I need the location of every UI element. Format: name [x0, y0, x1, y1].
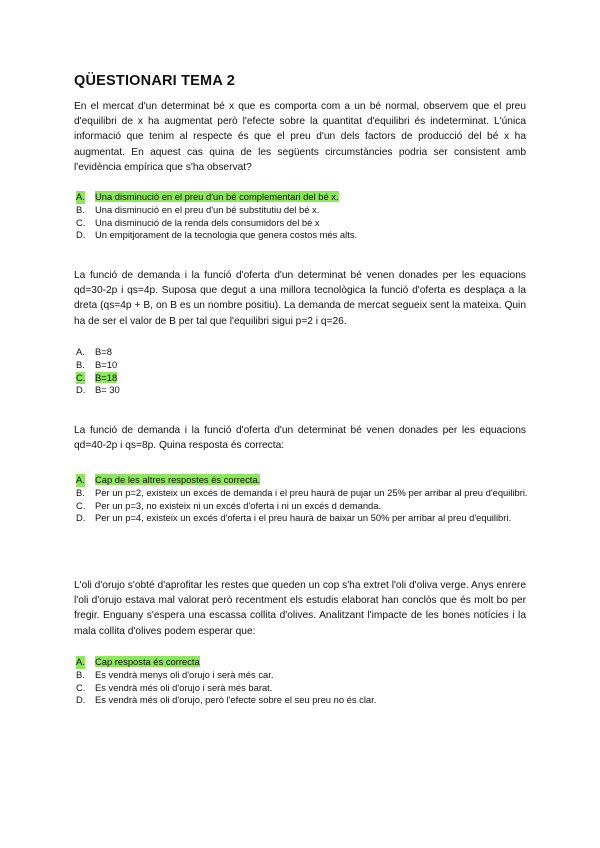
question-2-option-a: [74, 346, 530, 359]
question-4-option-d: [74, 694, 530, 707]
option-letter: A.: [76, 191, 85, 202]
option-text: Per un p=3, no existeix ni un excés d'oferta i ni un excés d demanda.: [95, 499, 382, 511]
option-letter: D.: [76, 694, 86, 706]
question-2-option-d: [74, 384, 530, 397]
option-text: Es vendrà menys oli d'orujo i serà més car.: [95, 668, 274, 680]
option-letter: A.: [76, 656, 85, 667]
option-text: Una disminució de la renda dels consumidors del bé x: [95, 216, 320, 228]
option-letter: C.: [76, 371, 86, 383]
option-letter: B.: [76, 203, 85, 215]
question-3-text: La funció de demanda i la funció d'oferta d'un determinat bé venen donades per les equacions qd=40-2p i qs=8p. Quina resposta és correcta:: [74, 425, 526, 452]
question-4-option-b: [74, 669, 530, 682]
question-1-option-b: [74, 204, 530, 217]
option-letter: C.: [76, 681, 86, 693]
question-1-option-d: [74, 229, 530, 242]
option-letter: C.: [76, 499, 86, 511]
option-text: Per un p=2, existeix un excés de demanda i el preu haurà de pujar un 25% per arribar al preu d'equilibri.: [95, 486, 528, 498]
option-text: Per un p=4, existeix un excés d'oferta i el preu haurà de baixar un 50% per arribar al preu d'equilibri.: [95, 512, 512, 524]
option-text: Es vendrà més oli d'orujo i serà més barat.: [95, 681, 273, 693]
document-title: QÜESTIONARI TEMA 2: [74, 73, 235, 89]
option-letter: A.: [76, 346, 85, 357]
option-text: Cap de les altres respostes és correcta.: [95, 474, 261, 485]
question-1-option-a: [74, 191, 530, 204]
option-letter: C.: [76, 216, 86, 228]
option-letter: A.: [76, 474, 85, 485]
option-letter: B.: [76, 358, 85, 370]
option-text: Una disminució en el preu d'un bé complementari del bé x.: [95, 191, 339, 202]
question-4-text: L'oli d'orujo s'obté d'aprofitar les restes que queden un cop s'ha extret l'oli d'oliva verge. Anys enrere l'oli d'orujo estava mal valorat però recentment els estudis elaborat han conclòs que és molt bo per fregir. Enguany s'espera una escassa collita d'olives. Analitzant l'impacte de les bones notícies i la mala collita d'olives podem esperar que:: [74, 580, 526, 637]
option-text: B=8: [95, 346, 112, 357]
question-3-option-b: [74, 487, 530, 500]
question-2-option-c: [74, 372, 530, 385]
question-3-option-a: [74, 474, 530, 487]
option-letter: B.: [76, 668, 85, 680]
option-text: B= 30: [95, 384, 120, 396]
question-3-option-c: [74, 500, 530, 513]
option-letter: D.: [76, 384, 86, 396]
option-text: Cap resposta és correcta: [95, 656, 200, 667]
question-1-options: [74, 191, 530, 242]
question-4-option-a: [74, 656, 530, 669]
option-letter: B.: [76, 486, 85, 498]
option-text: B=10: [95, 358, 118, 370]
question-4-options: [74, 656, 530, 707]
option-text: Una disminució en el preu d'un bé substitutiu del bé x.: [95, 203, 320, 215]
option-text: Es vendrà més oli d'orujo, però l'efecte sobre el seu preu no és clar.: [95, 694, 377, 706]
option-text: Un empitjorament de la tecnologia que genera costos més alts.: [95, 229, 358, 241]
question-2-option-b: [74, 359, 530, 372]
option-letter: D.: [76, 512, 86, 524]
option-letter: D.: [76, 229, 86, 241]
question-4-option-c: [74, 682, 530, 695]
option-text: B=18: [95, 371, 118, 383]
question-3-options: [74, 474, 530, 525]
question-3-option-d: [74, 512, 530, 525]
question-1-text: En el mercat d'un determinat bé x que es comporta com a un bé normal, observem que el preu d'equilibri de x ha augmentat però l'efecte sobre la quantitat d'equilibri és indeterminat. L'única informació que tenim al respecte és que el preu d'un dels factors de producció del bé x ha augmentat. En aquest cas quina de les següents circumstàncies podria ser consistent amb l'evidència empírica que s'ha observat?: [74, 101, 526, 173]
question-2-options: [74, 346, 530, 397]
question-2-text: La funció de demanda i la funció d'oferta d'un determinat bé venen donades per les equacions qd=30-2p i qs=4p. Suposa que degut a una millora tecnològica la funció d'oferta es desplaça a la dreta (qs=4p + B, on B es un nombre positiu). La demanda de mercat segueix sent la mateixa. Quin ha de ser el valor de B per tal que l'equilibri sigui p=2 i q=26.: [74, 270, 526, 327]
question-1-option-c: [74, 217, 530, 230]
